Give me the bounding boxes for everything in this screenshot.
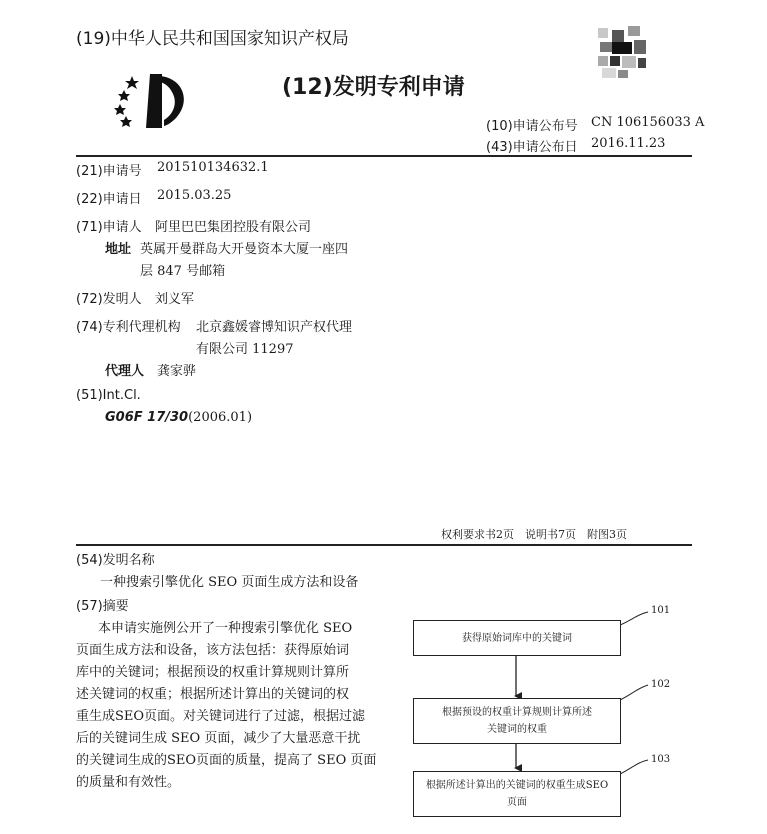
barcode-icon [598, 26, 646, 78]
application-date-label: (22)申请日 [76, 192, 142, 207]
applicant-name: 阿里巴巴集团控股有限公司 [155, 220, 312, 235]
step-text: 根据所述计算出的关键词的权重生成SEO [425, 780, 609, 791]
address-label: 地址 [105, 242, 132, 257]
int-cl-label: (51)Int.Cl. [76, 388, 141, 403]
applicant-label: (71)申请人 [76, 220, 142, 235]
flowchart-step-102 [413, 698, 621, 744]
agent-name: 龚家骅 [157, 364, 197, 379]
flowchart-step-101 [413, 620, 621, 656]
address-line-2: 层 847 号邮箱 [140, 264, 226, 279]
step-number-103: 103 [651, 754, 671, 765]
abstract-line: 的质量和有效性。 [76, 775, 181, 790]
step-text: 获得原始词库中的关键词 [462, 632, 572, 644]
abstract-line: 的关键词生成的SEO页面的质量，提高了 SEO 页面 [76, 753, 377, 768]
leader-line-103 [620, 760, 648, 774]
publication-number-label: (10)申请公布号 [486, 119, 578, 134]
leader-line-102 [620, 685, 648, 700]
issuing-office: (19)中华人民共和国国家知识产权局 [76, 29, 349, 49]
application-number: 201510134632.1 [157, 160, 269, 175]
cnipa-emblem-logo [112, 70, 190, 132]
document-type: (12)发明专利申请 [282, 75, 465, 100]
agency-line-1: 北京鑫媛睿博知识产权代理 [196, 320, 353, 335]
address-line-1: 英属开曼群岛大开曼资本大厦一座四 [140, 242, 349, 257]
abstract-line: 库中的关键词；根据预设的权重计算规则计算所 [76, 665, 350, 680]
abstract-line: 页面生成方法和设备，该方法包括：获得原始词 [76, 643, 350, 658]
int-cl-value [105, 410, 252, 425]
invention-title-label: (54)发明名称 [76, 553, 155, 568]
abstract-line: 本申请实施例公开了一种搜索引擎优化 SEO [98, 621, 353, 636]
step-text: 根据预设的权重计算规则计算所述 [442, 707, 592, 718]
step-text: 关键词的权重 [487, 724, 547, 735]
inventor-label: (72)发明人 [76, 292, 142, 307]
inventor-name: 刘义军 [155, 292, 195, 307]
leader-line-101 [620, 612, 648, 625]
agent-label: 代理人 [105, 364, 145, 379]
page-counts: 权利要求书2页 说明书7页 附图3页 [441, 528, 627, 541]
flowchart-step-103 [413, 771, 621, 817]
abstract-divider [76, 544, 692, 546]
int-cl-year: (2006.01) [188, 410, 253, 425]
publication-number: CN 106156033 A [591, 115, 705, 130]
publication-date-label: (43)申请公布日 [486, 140, 578, 155]
abstract-label: (57)摘要 [76, 599, 129, 614]
step-number-101: 101 [651, 605, 671, 616]
int-cl-code: G06F 17/30 [105, 410, 189, 425]
abstract-line: 重生成SEO页面。对关键词进行了过滤，根据过滤 [76, 709, 366, 724]
agency-line-2: 有限公司 11297 [196, 342, 294, 357]
abstract-line: 后的关键词生成 SEO 页面，减少了大量恶意干扰 [76, 731, 361, 746]
publication-date: 2016.11.23 [591, 136, 666, 151]
agency-label: (74)专利代理机构 [76, 320, 181, 335]
application-date: 2015.03.25 [157, 188, 232, 203]
step-text: 页面 [507, 797, 527, 808]
abstract-line: 述关键词的权重；根据所述计算出的关键词的权 [76, 687, 350, 702]
application-number-label: (21)申请号 [76, 164, 142, 179]
invention-title: 一种搜索引擎优化 SEO 页面生成方法和设备 [100, 575, 359, 590]
header-divider [76, 155, 692, 157]
step-number-102: 102 [651, 679, 671, 690]
